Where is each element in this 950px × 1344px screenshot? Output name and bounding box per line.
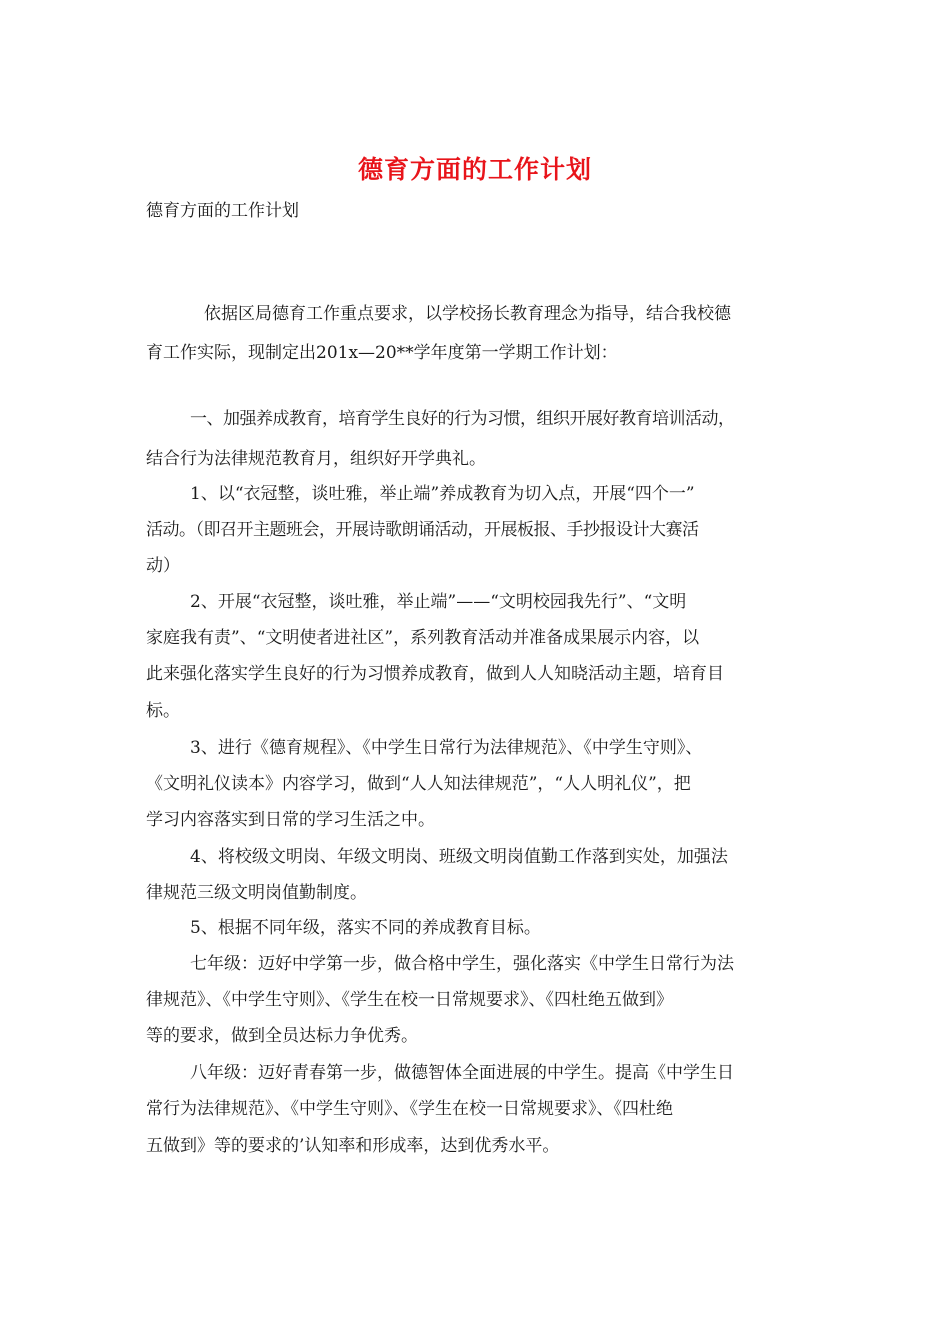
paragraph-line: 依据区局德育工作重点要求，以学校扬长教育理念为指导，结合我校德	[204, 304, 731, 324]
paragraph-line: 5、根据不同年级，落实不同的养成教育目标。	[190, 918, 541, 938]
paragraph-line: 五做到》等的要求的’认知率和形成率，达到优秀水平。	[146, 1136, 560, 1156]
paragraph-line: 等的要求，做到全员达标力争优秀。	[146, 1026, 418, 1046]
paragraph-line: 律规范》、《中学生守则》、《学生在校一日常规要求》、《四杜绝五做到》	[146, 990, 673, 1010]
paragraph-line: 此来强化落实学生良好的行为习惯养成教育，做到人人知晓活动主题，培育目	[146, 664, 724, 684]
paragraph-line: 家庭我有责”、“文明使者进社区”，系列教育活动并准备成果展示内容，以	[146, 628, 700, 648]
paragraph-line: 常行为法律规范》、《中学生守则》、《学生在校一日常规要求》、《四杜绝	[146, 1099, 673, 1119]
paragraph-line: 八年级：迈好青春第一步，做德智体全面进展的中学生。提高《中学生日	[190, 1063, 734, 1083]
paragraph-line: 结合行为法律规范教育月，组织好开学典礼。	[146, 449, 486, 469]
paragraph-line: 4、将校级文明岗、年级文明岗、班级文明岗值勤工作落到实处，加强法	[190, 847, 728, 867]
paragraph-line: 标。	[146, 701, 180, 721]
paragraph-line: 七年级：迈好中学第一步，做合格中学生，强化落实《中学生日常行为法	[190, 954, 734, 974]
paragraph-line: 《文明礼仪读本》内容学习，做到“人人知法律规范”，“人人明礼仪”，把	[146, 774, 691, 794]
paragraph-line: 2、开展“衣冠整，谈吐雅，举止端”——“文明校园我先行”、“文明	[190, 592, 687, 612]
paragraph-line: 1、以“衣冠整，谈吐雅，举止端”养成教育为切入点，开展“四个一”	[190, 484, 695, 504]
paragraph-line: 一、加强养成教育，培育学生良好的行为习惯，组织开展好教育培训活动，	[190, 409, 735, 429]
document-title: 德育方面的工作计划	[357, 155, 592, 184]
paragraph-line: 律规范三级文明岗值勤制度。	[146, 883, 367, 903]
paragraph-line: 活动。（即召开主题班会，开展诗歌朗诵活动，开展板报、手抄报设计大赛活	[146, 520, 699, 540]
paragraph-line: 学习内容落实到日常的学习生活之中。	[146, 810, 435, 830]
document-subtitle: 德育方面的工作计划	[146, 201, 299, 221]
paragraph-line: 3、进行《德育规程》、《中学生日常行为法律规范》、《中学生守则》、	[190, 738, 703, 758]
paragraph-line: 动）	[146, 556, 180, 576]
paragraph-line: 育工作实际，现制定出201x—20**学年度第一学期工作计划：	[146, 343, 618, 363]
